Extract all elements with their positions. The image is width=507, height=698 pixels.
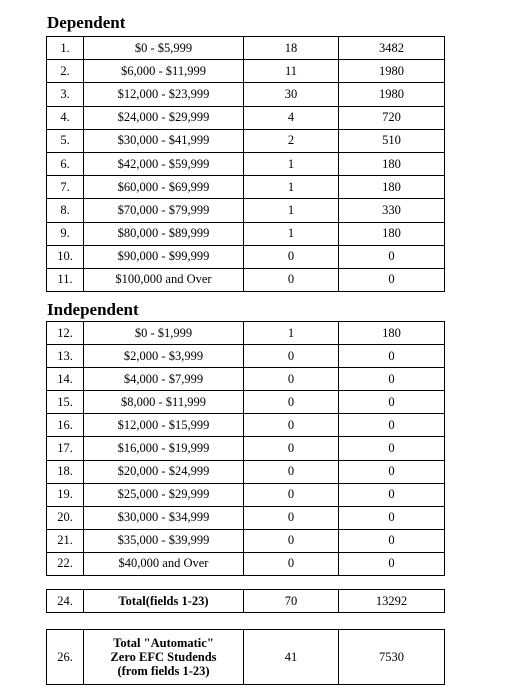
- automatic-amount: 7530: [339, 630, 445, 685]
- student-count: 1: [244, 322, 339, 345]
- row-number: 24.: [47, 590, 84, 613]
- row-number: 22.: [47, 552, 84, 575]
- income-range: $24,000 - $29,999: [84, 106, 244, 129]
- total-count: 70: [244, 590, 339, 613]
- student-count: 0: [244, 245, 339, 268]
- amount-value: 0: [339, 460, 445, 483]
- total-table: [46, 589, 445, 613]
- amount-value: 510: [339, 129, 445, 152]
- row-number: 13.: [47, 345, 84, 368]
- table-row: [47, 129, 445, 152]
- row-number: 2.: [47, 60, 84, 83]
- total-label: Total(fields 1-23): [84, 590, 244, 613]
- student-count: 0: [244, 414, 339, 437]
- student-count: 0: [244, 552, 339, 575]
- row-number: 20.: [47, 506, 84, 529]
- income-range: $35,000 - $39,999: [84, 529, 244, 552]
- student-count: 0: [244, 391, 339, 414]
- student-count: 0: [244, 483, 339, 506]
- table-row: [47, 460, 445, 483]
- label-line: (from fields 1-23): [117, 664, 210, 678]
- table-row: [47, 391, 445, 414]
- income-range: $2,000 - $3,999: [84, 345, 244, 368]
- income-range: $16,000 - $19,999: [84, 437, 244, 460]
- row-number: 7.: [47, 176, 84, 199]
- amount-value: 3482: [339, 37, 445, 60]
- table-row: [47, 152, 445, 175]
- amount-value: 180: [339, 176, 445, 199]
- automatic-zero-efc-table: [46, 629, 445, 685]
- income-range: $0 - $1,999: [84, 322, 244, 345]
- row-number: 12.: [47, 322, 84, 345]
- table-row: [47, 506, 445, 529]
- student-count: 0: [244, 460, 339, 483]
- total-amount: 13292: [339, 590, 445, 613]
- amount-value: 0: [339, 414, 445, 437]
- student-count: 1: [244, 222, 339, 245]
- amount-value: 720: [339, 106, 445, 129]
- amount-value: 180: [339, 152, 445, 175]
- row-number: 6.: [47, 152, 84, 175]
- row-number: 9.: [47, 222, 84, 245]
- amount-value: 0: [339, 268, 445, 291]
- amount-value: 0: [339, 552, 445, 575]
- student-count: 4: [244, 106, 339, 129]
- table-row: [47, 322, 445, 345]
- income-range: $40,000 and Over: [84, 552, 244, 575]
- row-number: 16.: [47, 414, 84, 437]
- income-range: $100,000 and Over: [84, 268, 244, 291]
- row-number: 17.: [47, 437, 84, 460]
- amount-value: 0: [339, 345, 445, 368]
- student-count: 1: [244, 176, 339, 199]
- income-range: $30,000 - $41,999: [84, 129, 244, 152]
- amount-value: 0: [339, 483, 445, 506]
- table-row: [47, 83, 445, 106]
- student-count: 2: [244, 129, 339, 152]
- table-row: [47, 268, 445, 291]
- row-number: 1.: [47, 37, 84, 60]
- table-row: [47, 437, 445, 460]
- row-number: 11.: [47, 268, 84, 291]
- student-count: 0: [244, 345, 339, 368]
- amount-value: 0: [339, 245, 445, 268]
- amount-value: 330: [339, 199, 445, 222]
- table-row: [47, 222, 445, 245]
- amount-value: 1980: [339, 83, 445, 106]
- table-row: [47, 199, 445, 222]
- row-number: 3.: [47, 83, 84, 106]
- income-range: $30,000 - $34,999: [84, 506, 244, 529]
- student-count: 1: [244, 199, 339, 222]
- student-count: 30: [244, 83, 339, 106]
- automatic-count: 41: [244, 630, 339, 685]
- row-number: 8.: [47, 199, 84, 222]
- student-count: 0: [244, 268, 339, 291]
- table-row: [47, 414, 445, 437]
- table-row: [47, 245, 445, 268]
- amount-value: 180: [339, 222, 445, 245]
- row-number: 14.: [47, 368, 84, 391]
- student-count: 1: [244, 152, 339, 175]
- amount-value: 0: [339, 437, 445, 460]
- label-line: Total "Automatic": [113, 636, 214, 650]
- amount-value: 0: [339, 391, 445, 414]
- independent-section-title: Independent: [47, 300, 139, 319]
- income-range: $42,000 - $59,999: [84, 152, 244, 175]
- automatic-zero-efc-label: [84, 630, 244, 685]
- row-number: 15.: [47, 391, 84, 414]
- table-row: [47, 176, 445, 199]
- table-row: [47, 60, 445, 83]
- income-range: $80,000 - $89,999: [84, 222, 244, 245]
- independent-table: [46, 321, 445, 576]
- label-line: Zero EFC Studends: [110, 650, 217, 664]
- income-range: $12,000 - $15,999: [84, 414, 244, 437]
- income-range: $8,000 - $11,999: [84, 391, 244, 414]
- table-row: [47, 345, 445, 368]
- student-count: 18: [244, 37, 339, 60]
- row-number: 4.: [47, 106, 84, 129]
- dependent-table: [46, 36, 445, 292]
- amount-value: 0: [339, 529, 445, 552]
- student-count: 0: [244, 437, 339, 460]
- income-range: $4,000 - $7,999: [84, 368, 244, 391]
- table-row: [47, 529, 445, 552]
- row-number: 21.: [47, 529, 84, 552]
- income-range: $12,000 - $23,999: [84, 83, 244, 106]
- table-row: [47, 106, 445, 129]
- automatic-zero-efc-row: [47, 630, 445, 685]
- income-range: $0 - $5,999: [84, 37, 244, 60]
- dependent-section-title: Dependent: [47, 13, 126, 32]
- row-number: 26.: [47, 630, 84, 685]
- total-row: [47, 590, 445, 613]
- income-range: $70,000 - $79,999: [84, 199, 244, 222]
- table-row: [47, 368, 445, 391]
- income-range: $90,000 - $99,999: [84, 245, 244, 268]
- income-range: $20,000 - $24,999: [84, 460, 244, 483]
- student-count: 11: [244, 60, 339, 83]
- row-number: 10.: [47, 245, 84, 268]
- row-number: 19.: [47, 483, 84, 506]
- table-row: [47, 37, 445, 60]
- income-range: $6,000 - $11,999: [84, 60, 244, 83]
- student-count: 0: [244, 506, 339, 529]
- amount-value: 180: [339, 322, 445, 345]
- income-range: $60,000 - $69,999: [84, 176, 244, 199]
- table-row: [47, 552, 445, 575]
- student-count: 0: [244, 529, 339, 552]
- amount-value: 1980: [339, 60, 445, 83]
- row-number: 5.: [47, 129, 84, 152]
- table-row: [47, 483, 445, 506]
- amount-value: 0: [339, 506, 445, 529]
- amount-value: 0: [339, 368, 445, 391]
- income-range: $25,000 - $29,999: [84, 483, 244, 506]
- student-count: 0: [244, 368, 339, 391]
- row-number: 18.: [47, 460, 84, 483]
